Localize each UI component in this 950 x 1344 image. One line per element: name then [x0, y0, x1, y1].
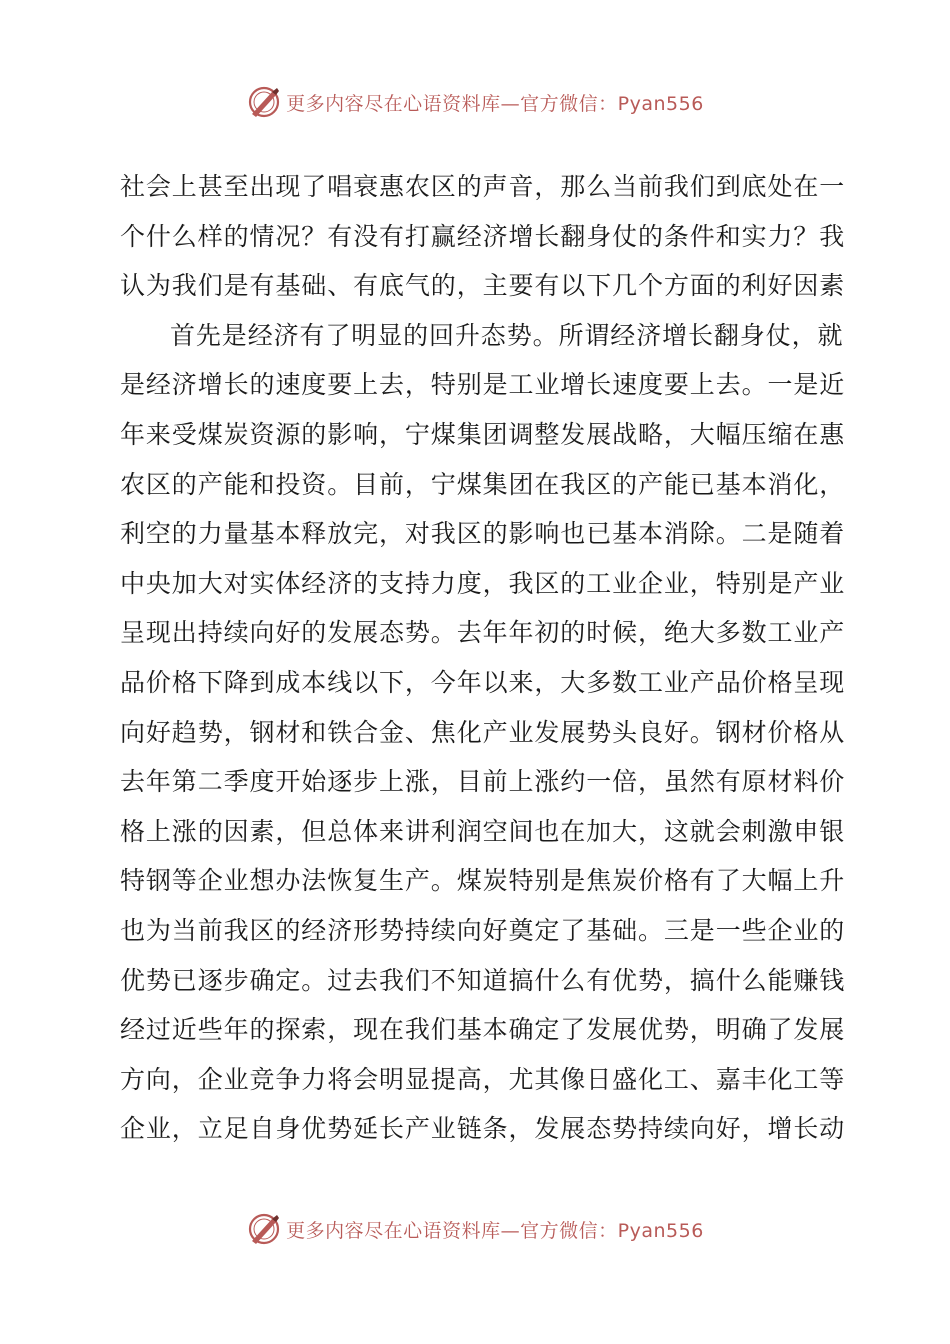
footer-brand-label: 更多内容尽在心语资料库—官方微信：	[286, 1219, 618, 1242]
header-wechat-id: Pyan556	[617, 92, 704, 115]
body-line: 个什么样的情况？有没有打赢经济增长翻身仗的条件和实力？我	[120, 221, 846, 251]
body-line: 首先是经济有了明显的回升态势。所谓经济增长翻身仗，就	[170, 320, 844, 350]
pen-logo-icon	[246, 84, 282, 120]
body-line: 格上涨的因素，但总体来讲利润空间也在加大，这就会刺激申银	[120, 816, 846, 846]
header-brand-label: 更多内容尽在心语资料库—官方微信：	[286, 92, 618, 115]
body-line: 认为我们是有基础、有底气的，主要有以下几个方面的利好因素	[120, 271, 846, 301]
footer-wechat-id: Pyan556	[617, 1219, 704, 1242]
body-line: 利空的力量基本释放完，对我区的影响也已基本消除。二是随着	[120, 519, 846, 549]
body-line: 特钢等企业想办法恢复生产。煤炭特别是焦炭价格有了大幅上升	[120, 866, 846, 896]
body-line: 方向，企业竞争力将会明显提高，尤其像日盛化工、嘉丰化工等	[120, 1064, 846, 1094]
body-line: 品价格下降到成本线以下，今年以来，大多数工业产品价格呈现	[120, 667, 846, 697]
header-banner	[0, 80, 950, 124]
body-line: 企业，立足自身优势延长产业链条，发展态势持续向好，增长动	[120, 1114, 846, 1144]
body-line: 向好趋势，钢材和铁合金、焦化产业发展势头良好。钢材价格从	[120, 717, 846, 747]
body-line: 优势已逐步确定。过去我们不知道搞什么有优势，搞什么能赚钱	[120, 965, 846, 995]
header-brand-text	[286, 89, 704, 116]
body-line: 经过近些年的探索，现在我们基本确定了发展优势，明确了发展	[120, 1015, 846, 1045]
body-line: 年来受煤炭资源的影响，宁煤集团调整发展战略，大幅压缩在惠	[120, 419, 846, 449]
pen-logo-icon	[246, 1211, 282, 1247]
footer-brand-text	[286, 1216, 704, 1243]
footer-banner	[0, 1207, 950, 1251]
document-body	[120, 162, 846, 1154]
body-line: 中央加大对实体经济的支持力度，我区的工业企业，特别是产业	[120, 568, 846, 598]
body-line: 农区的产能和投资。目前，宁煤集团在我区的产能已基本消化，	[120, 469, 846, 499]
body-line: 去年第二季度开始逐步上涨，目前上涨约一倍，虽然有原材料价	[120, 767, 846, 797]
body-line: 是经济增长的速度要上去，特别是工业增长速度要上去。一是近	[120, 370, 846, 400]
body-line: 也为当前我区的经济形势持续向好奠定了基础。三是一些企业的	[120, 915, 846, 945]
body-line: 社会上甚至出现了唱衰惠农区的声音，那么当前我们到底处在一	[120, 172, 846, 201]
body-line: 呈现出持续向好的发展态势。去年年初的时候，绝大多数工业产	[120, 618, 846, 648]
